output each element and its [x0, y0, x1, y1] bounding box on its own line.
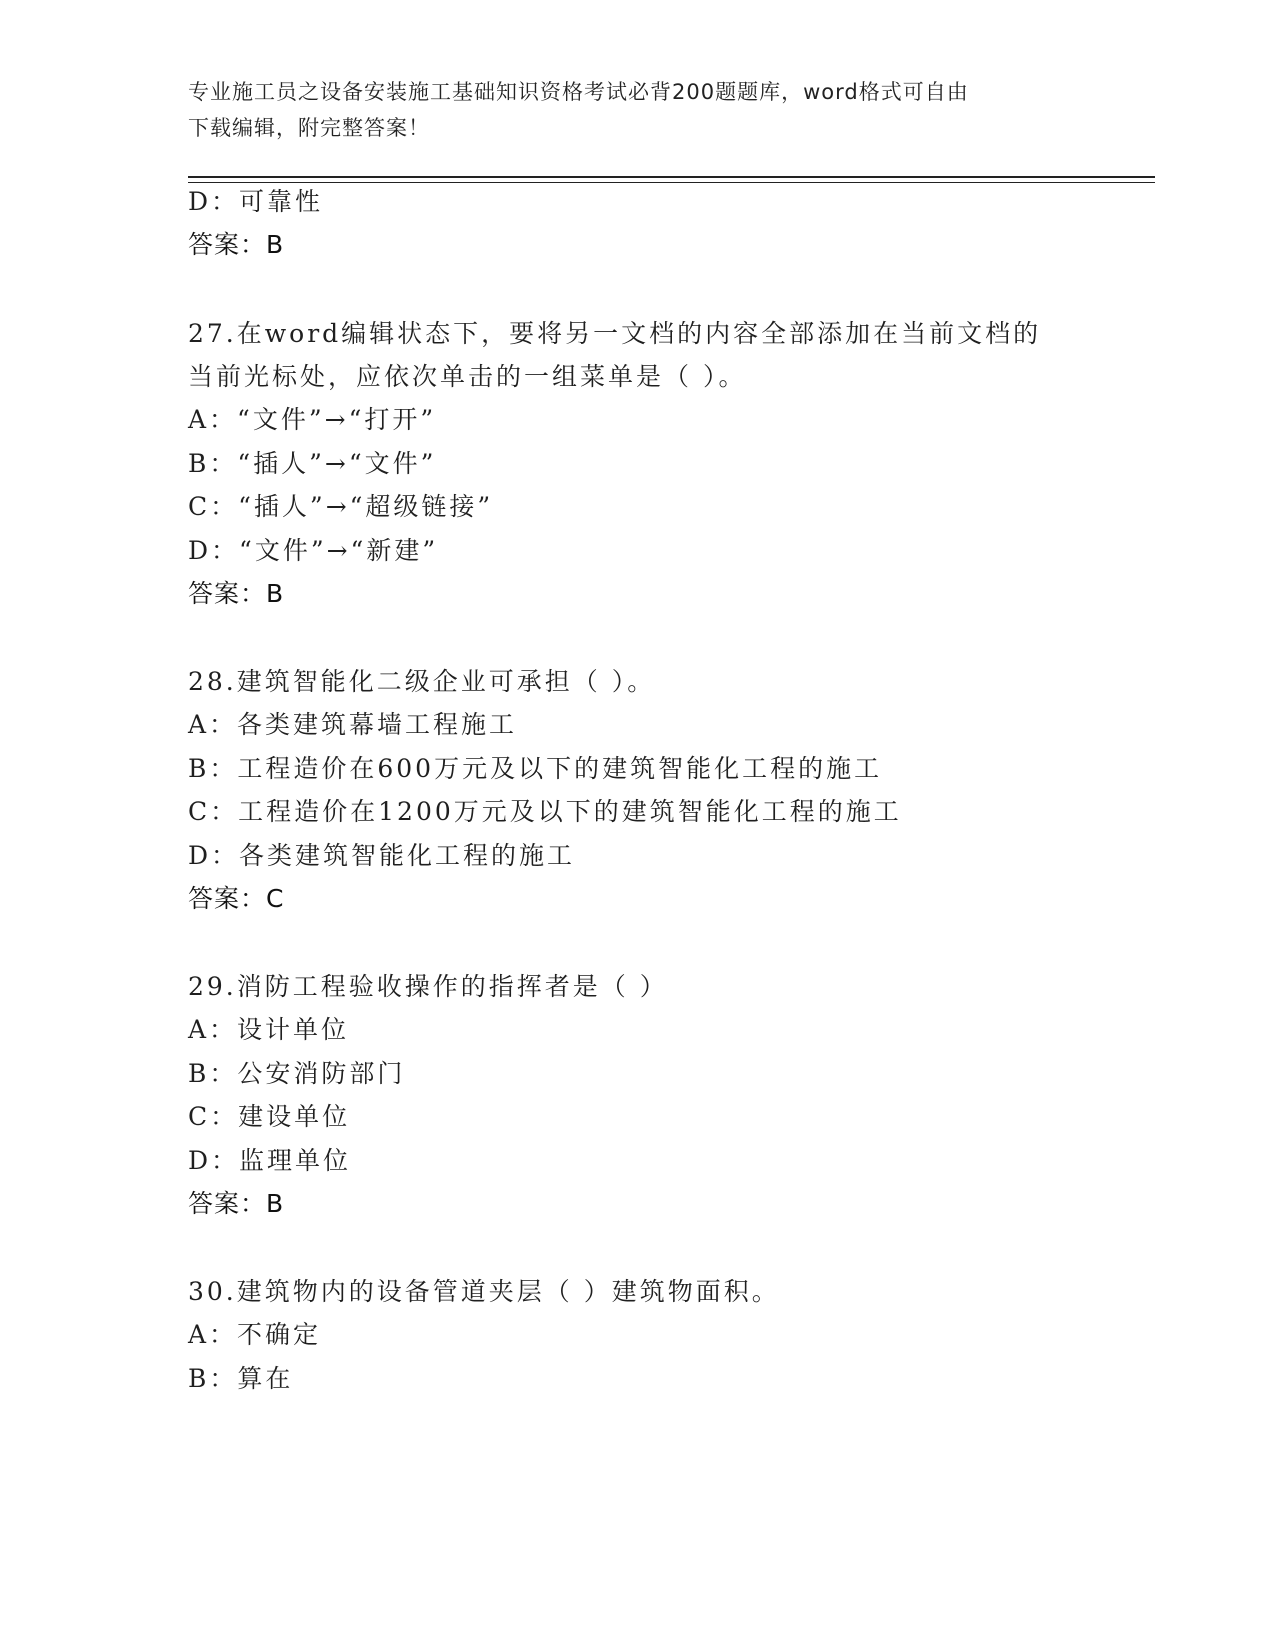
q28-answer: 答案：C: [188, 884, 285, 913]
q29-stem-line-1: 29.消防工程验收操作的指挥者是（ ）: [188, 972, 668, 1001]
q26-option-d: D：可靠性: [188, 187, 324, 216]
header-divider-thick: [188, 176, 1155, 178]
q27-option-c: C：“插人”→“超级链接”: [188, 492, 494, 521]
q26-answer: 答案：B: [188, 230, 285, 259]
q28-option-d: D：各类建筑智能化工程的施工: [188, 841, 576, 870]
q28-option-c: C：工程造价在1200万元及以下的建筑智能化工程的施工: [188, 797, 902, 826]
q27-answer: 答案：B: [188, 579, 285, 608]
q27-option-b: B：“插人”→“文件”: [188, 449, 437, 478]
q28-option-a: A：各类建筑幕墙工程施工: [188, 710, 518, 739]
q29-answer: 答案：B: [188, 1189, 285, 1218]
document-header: [188, 74, 1088, 146]
q29-option-a: A：设计单位: [188, 1015, 350, 1044]
q27-stem-line-1: 27.在word编辑状态下，要将另一文档的内容全部添加在当前文档的: [188, 319, 1042, 348]
q28-option-b: B：工程造价在600万元及以下的建筑智能化工程的施工: [188, 754, 883, 783]
q30-stem-line-1: 30.建筑物内的设备管道夹层（ ）建筑物面积。: [188, 1277, 780, 1306]
q29-option-d: D：监理单位: [188, 1146, 352, 1175]
q30-option-a: A：不确定: [188, 1320, 322, 1349]
q28-stem-line-1: 28.建筑智能化二级企业可承担（ ）。: [188, 667, 656, 696]
header-divider-thin: [188, 182, 1155, 183]
q30-option-b: B：算在: [188, 1364, 294, 1393]
header-title-line-1: 专业施工员之设备安装施工基础知识资格考试必背200题题库，word格式可自由: [188, 80, 969, 104]
q27-option-a: A：“文件”→“打开”: [188, 405, 437, 434]
q29-option-b: B：公安消防部门: [188, 1059, 406, 1088]
q29-option-c: C：建设单位: [188, 1102, 351, 1131]
q27-stem-line-2: 当前光标处，应依次单击的一组菜单是（ ）。: [188, 362, 747, 391]
header-title-line-2: 下载编辑，附完整答案！: [188, 116, 430, 140]
q27-option-d: D：“文件”→“新建”: [188, 536, 439, 565]
